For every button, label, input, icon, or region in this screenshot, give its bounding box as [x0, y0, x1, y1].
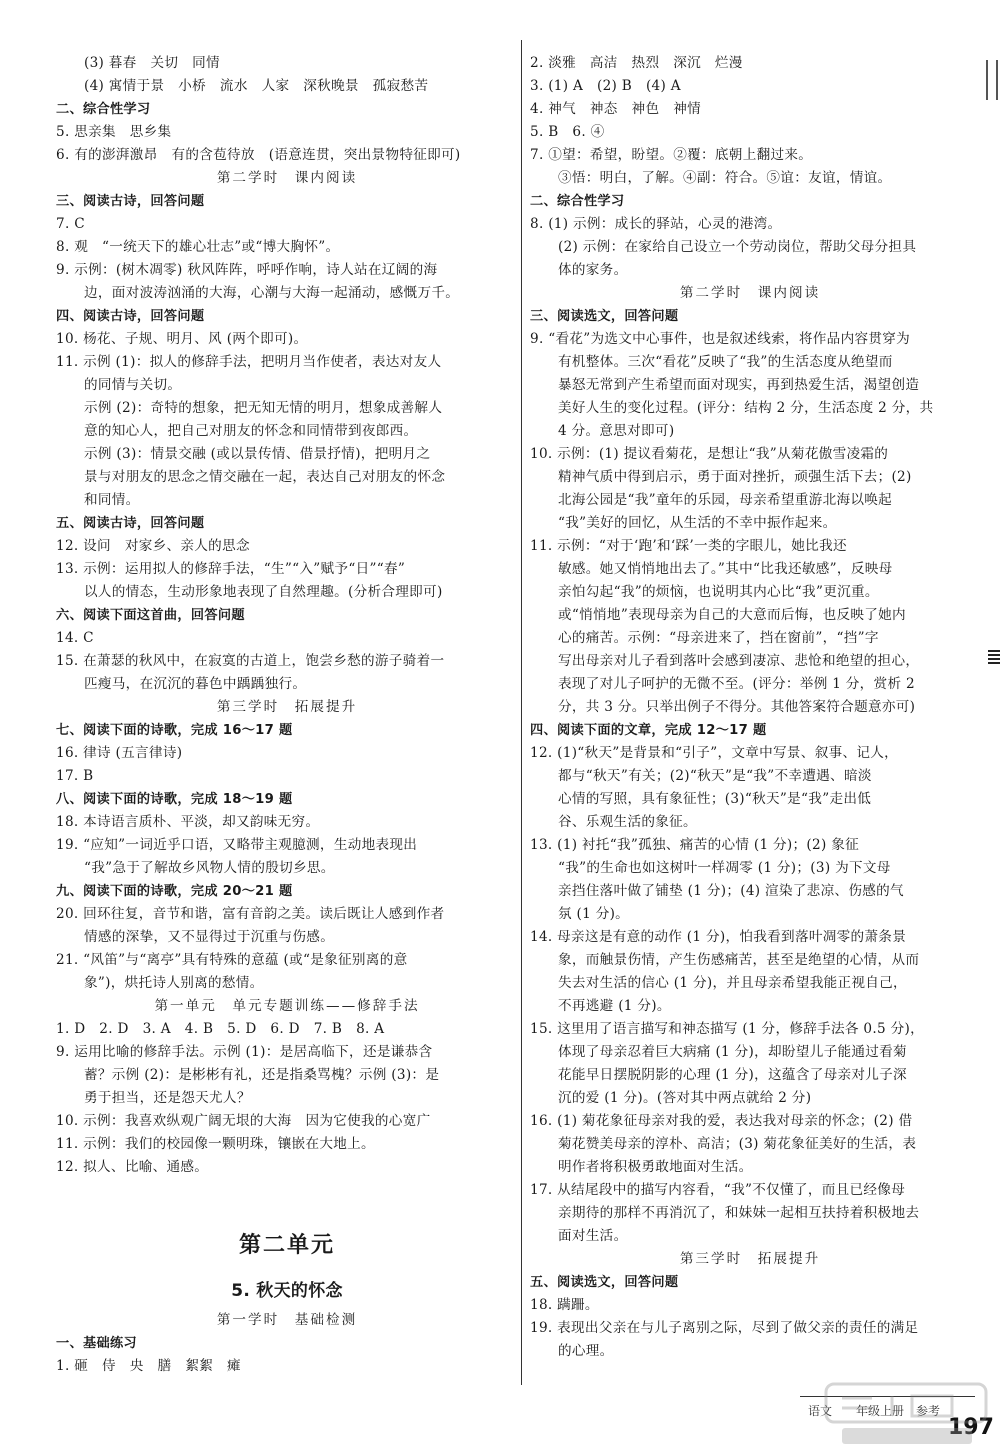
answer-line: 11. 示例 (1)：拟人的修辞手法，把明月当作使者，表达对友人: [56, 354, 442, 370]
section-heading: 二、综合性学习: [56, 102, 151, 117]
session-heading: 第二学时 课内阅读: [679, 285, 821, 301]
answer-line: 美好人生的变化过程。(评分：结构 2 分，生活态度 2 分，共: [558, 400, 934, 416]
answer-line: 20. 回环往复，音节和谐，富有音韵之美。读后既让人感到作者: [56, 906, 445, 922]
answer-line: 或“悄悄地”表现母亲为自己的大意而后悔，也反映了她内: [558, 607, 906, 623]
answer-line: 边，面对波涛汹涌的大海，心潮与大海一起涌动，感慨万千。: [84, 285, 460, 301]
answer-line: 分，共 3 分。只举出例子不得分。其他答案符合题意亦可): [558, 699, 916, 715]
answer-line: 14. 母亲这是有意的动作 (1 分)，怕我看到落叶凋零的萧条景: [530, 929, 907, 945]
section-heading: 五、阅读选文，回答问题: [530, 1275, 679, 1290]
answer-line: 10. 示例：(1) 提议看菊花，是想让“我”从菊花傲雪凌霜的: [530, 446, 889, 462]
answer-line: 12. 设问 对家乡、亲人的思念: [56, 538, 250, 554]
answer-line: 6. 有的澎湃激昂 有的含苞待放 (语意连贯，突出景物特征即可): [56, 147, 461, 163]
answer-line: 14. C: [56, 630, 94, 646]
answer-line: 写出母亲对儿子看到落叶会感到凄凉、悲怆和绝望的担心，: [558, 653, 920, 669]
answer-line: 12. (1)“秋天”是背景和“引子”，文章中写景、叙事、记人，: [530, 745, 899, 761]
answer-line: 都与“秋天”有关；(2)“秋天”是“我”不幸遭遇、暗淡: [558, 768, 872, 784]
session-heading: 第一单元 单元专题训练——修辞手法: [154, 998, 420, 1014]
right-column: [530, 52, 970, 1363]
answer-line: 11. 示例：我们的校园像一颗明珠，镶嵌在大地上。: [56, 1136, 375, 1152]
section-heading: 二、综合性学习: [530, 194, 625, 209]
answer-line: 敏感。她又悄悄地出去了。”其中“比我还敏感”，反映母: [558, 561, 893, 577]
answer-line: 的同情与关切。: [84, 377, 182, 393]
answer-line: 1. 砸 侍 央 膳 絮絮 瘫: [56, 1358, 241, 1374]
answer-line: “我”急于了解故乡风物人情的殷切乡思。: [84, 860, 335, 876]
answer-line: 12. 拟人、比喻、通感。: [56, 1159, 209, 1175]
column-divider: [521, 40, 522, 1385]
answer-line: 示例 (3)：情景交融 (或以景传情、借景抒情)，把明月之: [84, 446, 431, 462]
answer-line: 勇于担当，还是怨天尤人？: [84, 1090, 251, 1106]
answer-line: 10. 杨花、子规、明月、风 (两个即可)。: [56, 331, 308, 347]
answer-line: 暴怒无常到产生希望而面对现实，再到热爱生活，渴望创造: [558, 377, 920, 393]
answer-line: 19. 表现出父亲在与儿子离别之际，尽到了做父亲的责任的满足: [530, 1320, 919, 1336]
answer-line: 北海公园是“我”童年的乐园，母亲希望重游北海以唤起: [558, 492, 893, 508]
answer-line: 3. (1) A (2) B (4) A: [530, 78, 681, 94]
section-heading: 六、阅读下面这首曲，回答问题: [56, 608, 245, 623]
session-heading: 第二学时 课内阅读: [216, 170, 358, 186]
section-heading: 五、阅读古诗，回答问题: [56, 516, 205, 531]
answer-line: 氛 (1 分)。: [558, 906, 630, 922]
unit-title: 第二单元: [238, 1233, 335, 1258]
page-number: 197: [948, 1415, 994, 1440]
answer-line: 象”)，烘托诗人别离的愁情。: [84, 975, 264, 991]
session-heading: 第三学时 拓展提升: [679, 1251, 821, 1267]
answer-line: 亲怕勾起“我”的烦恼，也说明其内心比“我”更沉重。: [558, 584, 879, 600]
section-heading: 四、阅读古诗，回答问题: [56, 309, 205, 324]
answer-line: 1. D 2. D 3. A 4. B 5. D 6. D 7. B 8. A: [56, 1021, 385, 1037]
answer-line: 18. 蹒跚。: [530, 1297, 599, 1313]
answer-line: 象，而触景伤情，产生伤感痛苦，甚至是绝望的心情，从而: [558, 952, 920, 968]
answer-line: 18. 本诗语言质朴、平淡，却又韵味无穷。: [56, 814, 320, 830]
answer-line: 8. 观 “一统天下的雄心壮志”或“博大胸怀”。: [56, 239, 340, 255]
answer-line: 匹瘦马，在沉沉的暮色中踽踽独行。: [84, 676, 307, 692]
answer-line: 9. “看花”为选文中心事件，也是叙述线索，将作品内容贯穿为: [530, 331, 911, 347]
answer-line: 意的知心人，把自己对朋友的怀念和同情带到夜郎西。: [84, 423, 418, 439]
answer-line: 有机整体。三次“看花”反映了“我”的生活态度从绝望而: [558, 354, 893, 370]
watermark-logo: [822, 1378, 992, 1450]
answer-line: 19. “应知”一词近乎口语，又略带主观臆测，生动地表现出: [56, 837, 418, 853]
answer-line: 亲期待的那样不再消沉了，和妹妹一起相互扶持着积极地去: [558, 1205, 920, 1221]
answer-line: 蓄？示例 (2)：是彬彬有礼，还是指桑骂槐？示例 (3)：是: [84, 1067, 440, 1083]
answer-line: 亲挡住落叶做了铺垫 (1 分)；(4) 渲染了悲凉、伤感的气: [558, 883, 904, 899]
answer-line: 沉的爱 (1 分)。(答对其中两点就给 2 分): [558, 1090, 812, 1106]
answer-line: “我”美好的回忆，从生活的不幸中振作起来。: [558, 515, 837, 531]
margin-mark: [986, 60, 998, 100]
answer-line: 13. (1) 衬托“我”孤独、痛苦的心情 (1 分)；(2) 象征: [530, 837, 859, 853]
answer-line: (3) 暮春 关切 同情: [84, 55, 220, 71]
section-heading: 三、阅读选文，回答问题: [530, 309, 679, 324]
answer-line: 11. 示例：“对于‘跑’和‘踩’一类的字眼儿，她比我还: [530, 538, 847, 554]
answer-line: 谷、乐观生活的象征。: [558, 814, 697, 830]
answer-line: 精神气质中得到启示，勇于面对挫折，顽强生活下去；(2): [558, 469, 912, 485]
answer-line: 明作者将积极勇敢地面对生活。: [558, 1159, 753, 1175]
answer-line: 体现了母亲忍着巨大病痛 (1 分)，却盼望儿子能通过看菊: [558, 1044, 907, 1060]
answer-line: 15. 这里用了语言描写和神态描写 (1 分，修辞手法各 0.5 分)，: [530, 1021, 924, 1037]
footer-label: 语文 年级上册 参考: [808, 1404, 941, 1418]
answer-line: 7. C: [56, 216, 85, 232]
section-heading: 一、基础练习: [56, 1336, 137, 1351]
answer-line: 8. (1) 示例：成长的驿站，心灵的港湾。: [530, 216, 782, 232]
session-heading: 第三学时 拓展提升: [216, 699, 358, 715]
section-heading: 四、阅读下面的文章，完成 12～17 题: [530, 723, 767, 738]
answer-line: 13. 示例：运用拟人的修辞手法，“生”“入”赋予“日”“春”: [56, 561, 406, 577]
answer-line: 9. 运用比喻的修辞手法。示例 (1)：是居高临下，还是谦恭含: [56, 1044, 433, 1060]
answer-line: 面对生活。: [558, 1228, 628, 1244]
section-heading: 三、阅读古诗，回答问题: [56, 194, 205, 209]
answer-line: 17. B: [56, 768, 94, 784]
answer-line: 21. “风笛”与“离亭”具有特殊的意蕴 (或“是象征别离的意: [56, 952, 408, 968]
answer-line: 表现了对儿子呵护的无微不至。(评分：举例 1 分，赏析 2: [558, 676, 915, 692]
answer-line: ③悟：明白，了解。④副：符合。⑤谊：友谊，情谊。: [558, 170, 892, 186]
answer-line: 失去对生活的信心 (1 分)，并且母亲希望我能正视自己，: [558, 975, 907, 991]
answer-line: 9. 示例：(树木凋零) 秋风阵阵，呼呼作响，诗人站在辽阔的海: [56, 262, 438, 278]
lesson-title: 5. 秋天的怀念: [231, 1281, 343, 1301]
section-heading: 八、阅读下面的诗歌，完成 18～19 题: [56, 792, 293, 807]
answer-line: 体的家务。: [558, 262, 628, 278]
answer-line: 示例 (2)：奇特的想象，把无知无情的明月，想象成善解人: [84, 400, 443, 416]
answer-line: 5. 思亲集 思乡集: [56, 124, 172, 140]
answer-line: 10. 示例：我喜欢纵观广阔无垠的大海 因为它使我的心宽广: [56, 1113, 431, 1129]
answer-line: 以人的情态，生动形象地表现了自然理趣。(分析合理即可): [84, 584, 443, 600]
answer-line: 2. 淡雅 高洁 热烈 深沉 烂漫: [530, 55, 743, 71]
answer-line: 15. 在萧瑟的秋风中，在寂寞的古道上，饱尝乡愁的游子骑着一: [56, 653, 445, 669]
answer-line: 16. 律诗 (五言律诗): [56, 745, 183, 761]
edge-tab-mark: [988, 650, 1000, 666]
section-heading: 九、阅读下面的诗歌，完成 20～21 题: [56, 884, 293, 899]
answer-line: 不再逃避 (1 分)。: [558, 998, 671, 1014]
answer-line: (2) 示例：在家给自己设立一个劳动岗位，帮助父母分担具: [558, 239, 917, 255]
answer-line: 景与对朋友的思念之情交融在一起，表达自己对朋友的怀念: [84, 469, 446, 485]
answer-line: 花能早日摆脱阴影的心理 (1 分)，这蕴含了母亲对儿子深: [558, 1067, 907, 1083]
answer-line: 和同情。: [84, 492, 140, 508]
answer-line: 的心理。: [558, 1343, 614, 1359]
session-heading: 第一学时 基础检测: [216, 1312, 358, 1328]
answer-line: 心的痛苦。示例：“母亲进来了，挡在窗前”，“挡”字: [558, 630, 879, 646]
answer-line: 4 分。意思对即可): [558, 423, 675, 439]
answer-line: 情感的深挚，又不显得过于沉重与伤感。: [84, 929, 335, 945]
answer-line: 17. 从结尾段中的描写内容看，“我”不仅懂了，而且已经像母: [530, 1182, 906, 1198]
answer-line: 心情的写照，具有象征性；(3)“秋天”是“我”走出低: [558, 791, 872, 807]
answer-line: “我”的生命也如这树叶一样凋零 (1 分)；(3) 为下文母: [558, 860, 891, 876]
answer-line: 16. (1) 菊花象征母亲对我的爱，表达我对母亲的怀念；(2) 借: [530, 1113, 913, 1129]
left-column: [56, 52, 518, 1378]
answer-line: 4. 神气 神态 神色 神情: [530, 101, 702, 117]
section-heading: 七、阅读下面的诗歌，完成 16～17 题: [56, 723, 293, 738]
answer-line: 5. B 6. ④: [530, 124, 605, 140]
answer-line: (4) 寓情于景 小桥 流水 人家 深秋晚景 孤寂愁苦: [84, 78, 429, 94]
answer-line: 菊花赞美母亲的淳朴、高洁；(3) 菊花象征美好的生活，表: [558, 1136, 917, 1152]
answer-line: 7. ①望：希望，盼望。②覆：底朝上翻过来。: [530, 147, 813, 163]
